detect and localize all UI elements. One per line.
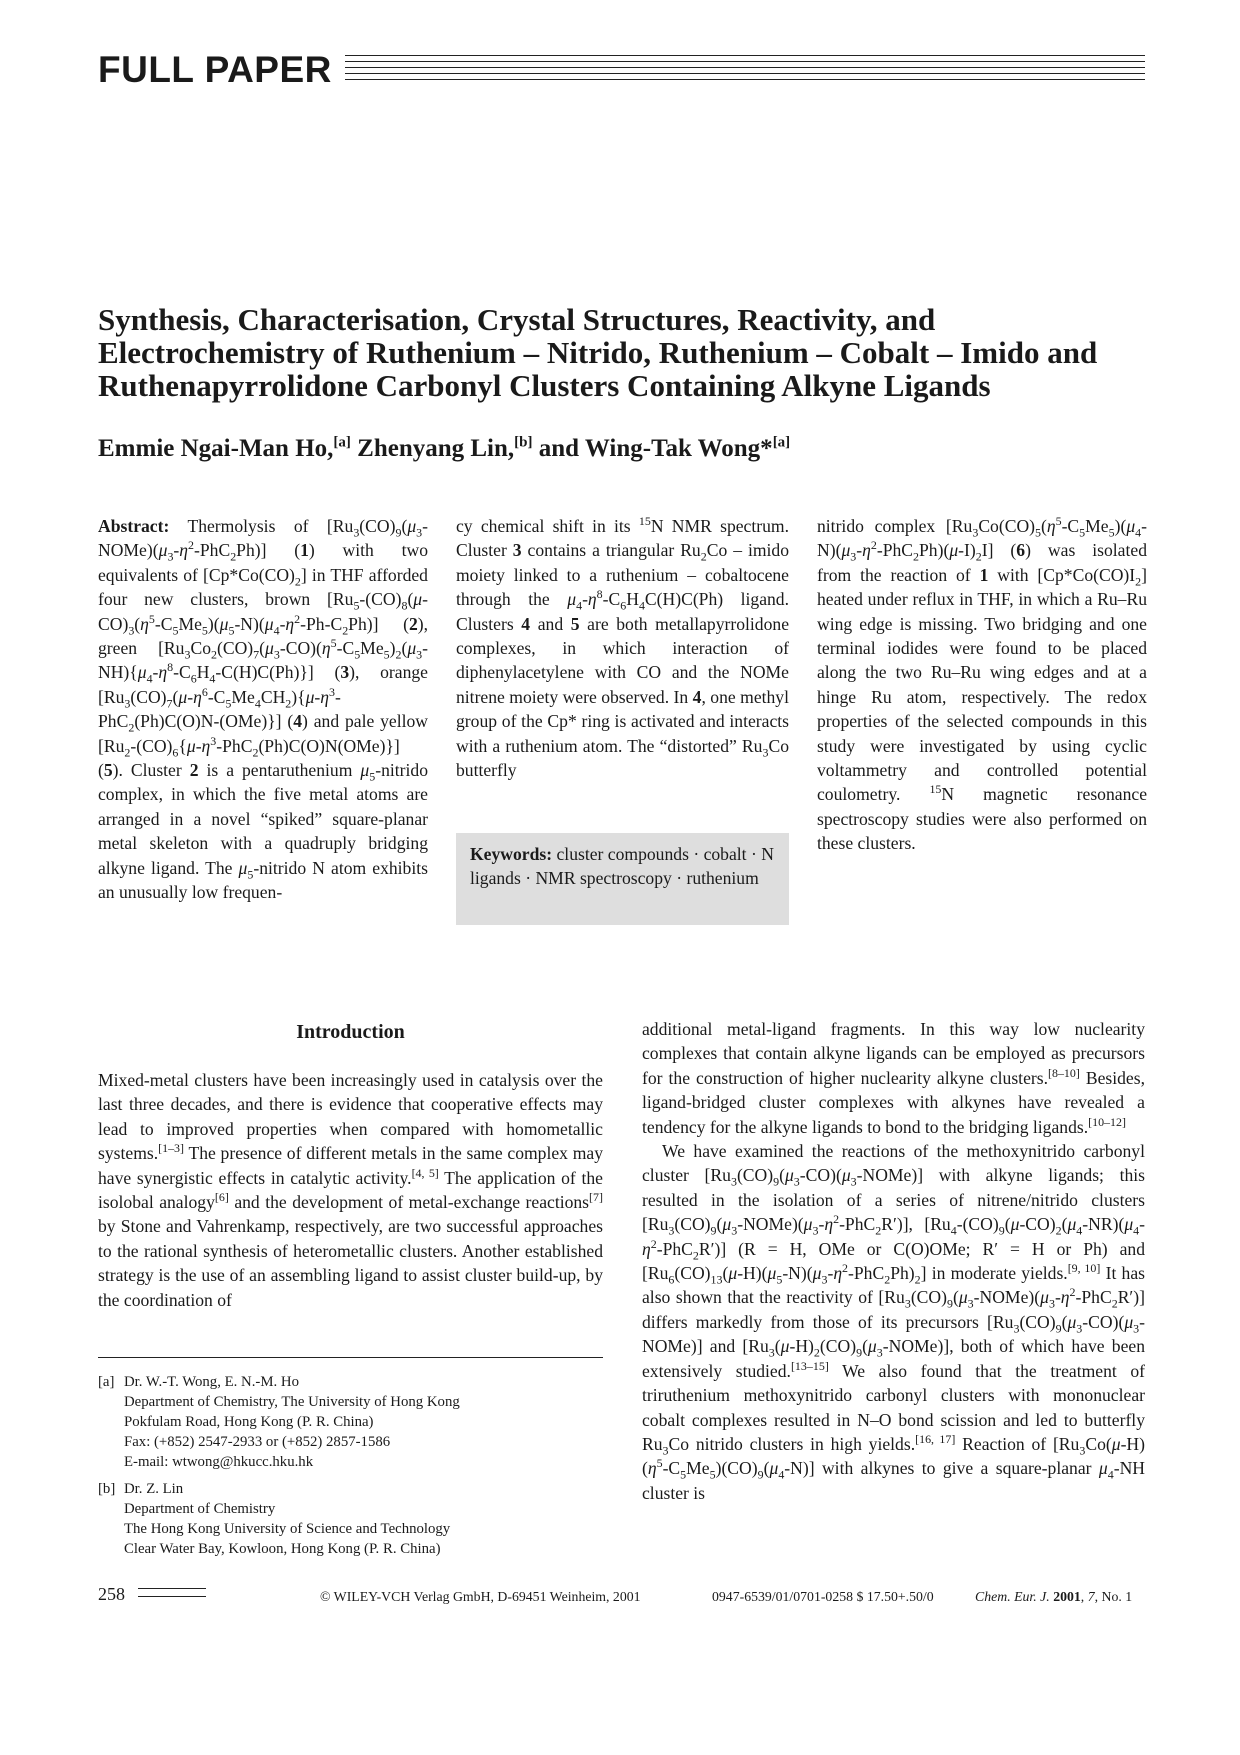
keywords-box [456,833,789,925]
author-name: Zhenyang Lin, [357,435,515,462]
abstract-text-3: nitrido complex $[Ru_3Co(CO)_5(\eta^5-C_5Me_5)(\mu_4-N)(\mu_3-\eta^2-PhC_2Ph)(\mu-I)_2I]$ (6) was isolated from the reaction of 1 with $[Cp*Co(CO)I_2]$ heated under reflux in THF, in which a Ru–Ru wing edge is missing. Two bridging and one terminal iodides were found to be placed along the two Ru–Ru wing edges and at a hinge Ru atom, respectively. The redox properties of the selected compounds in this study were investigated by using cyclic voltammetry and controlled potential coulometry. $^{15}$N magnetic resonance spectroscopy studies were also performed on these clusters. [817,514,1147,854]
introduction-paragraph: Mixed-metal clusters have been increasingly used in catalysis over the last three decades, and there is evidence that cooperative effects may lead to improved properties when compared with homometallic systems.[1–3] The presence of different metals in the same complex may have synergistic effects in catalytic activity.[4, 5] The application of the isolobal analogy[6] and the development of metal-exchange reactions[7] by Stone and Vahrenkamp, respectively, are two successful approaches to the rational synthesis of heterometallic clusters. Another established strategy is the use of an assembling ligand to assist cluster build-up, by the coordination of [98,1070,603,1310]
page-number-rule [138,1596,206,1597]
keywords-label: Keywords: [470,844,553,864]
abstract-column-3 [817,514,1147,856]
footnote-a [98,1372,603,1472]
introduction-column-left [98,1068,603,1312]
introduction-paragraph: We have examined the reactions of the methoxynitrido carbonyl cluster $[Ru_3(CO)_9(\mu_3-CO)(\mu_3-NOMe)]$ with alkyne ligands; this resulted in the isolation of a series of nitrene/nitrido clusters $[Ru_3(CO)_9(\mu_3-NOMe)(\mu_3-\eta^2-PhC_2R')]$, $[Ru_4-(CO)_9(\mu-CO)_2(\mu_4-NR)(\mu_4-\eta^2-PhC_2R')] (R = H$, OMe or C(O)OMe; R′ = H or Ph) and $[Ru_6(CO)_{13}(\mu-H)(\mu_5-N)(\mu_3-\eta^2-PhC_2Ph)_2]$ in moderate yields.[9, 10] It has also shown that the reactivity of $[Ru_3(CO)_9(\mu_3-NOMe)(\mu_3-\eta^2-PhC_2R')]$ differs markedly from those of its precursors $[Ru_3(CO)_9(\mu_3-CO)(\mu_3-NOMe)]$ and $[Ru_3(\mu-H)_2(CO)_9(\mu_3-NOMe)]$, both of which have been extensively studied.[13–15] We also found that the treatment of triruthenium methoxynitrido carbonyl clusters with mononuclear cobalt complexes resulted in N–O bond scission and led to butterfly $Ru_3Co$ nitrido clusters in high yields.[16, 17] Reaction of $[Ru_3Co(\mu-H)(\eta^5-C_5Me_5)(CO)_9(\mu_4-N)]$ with alkynes to give a square-planar $\mu_4-NH$ cluster is [642,1141,1146,1503]
journal-volume: 7 [1087,1589,1095,1604]
journal-name: Chem. Eur. J. [975,1589,1050,1604]
introduction-paragraph: additional metal-ligand fragments. In this way low nuclearity complexes that contain alkyne ligands can be employed as precursors for the construction of higher nuclearity alkyne clusters.[8–10] Besides, ligand-bridged cluster complexes with alkynes have revealed a tendency for the alkyne ligands to bond to the bridging ligands.[10–12] [642,1019,1145,1137]
footnote-line: Clear Water Bay, Kowloon, Hong Kong (P. R. China) [124,1541,441,1557]
affiliation-mark: [a] [333,434,351,451]
author-name: Emmie Ngai-Man Ho, [98,435,334,462]
introduction-column-right [642,1017,1145,1505]
abstract-text-1: Abstract: Thermolysis of $[Ru_3(CO)_9(\mu_3-NOMe)(\mu_3-\eta^2-PhC_2Ph)]$ (1) with two equivalents of $[Cp*Co(CO)_2]$ in THF afforded four new clusters, brown $[Ru_5-(CO)_8(\mu-CO)_3(\eta^5-C_5Me_5)(\mu_5-N)(\mu_4-\eta^2-Ph-C_2Ph)]$ (2), green $[Ru_3Co_2(CO)_7(\mu_3-CO)(\eta^5-C_5Me_5)_2(\mu_3-NH)\{\mu_4-\eta^8-C_6H_4-C(H)C(Ph)\}]$ (3), orange $[Ru_3(CO)_7(\mu-\eta^6-C_5Me_4CH_2)\{\mu-\eta^3-PhC_2(Ph)C(O)N-(OMe)\}]$ (4) and pale yellow $[Ru_2-(CO)_6\{\mu-\eta^3-PhC_2(Ph)C(O)N(OMe)\}]$ (5). Cluster 2 is a pentaruthenium $\mu_5$-nitrido complex, in which the five metal atoms are arranged in a novel “spiked” square-planar metal skeleton with a quadruply bridging alkyne ligand. The $\mu_5$-nitrido N atom exhibits an unusually low frequen- [98,516,428,903]
abstract-column-2 [456,514,789,782]
journal-issue: No. 1 [1101,1589,1133,1604]
footnote-line: Fax: (+852) 2547-2933 or (+852) 2857-1586 [124,1434,391,1450]
affiliation-mark: [a] [772,434,791,451]
introduction-heading: Introduction [296,1021,405,1043]
page-number-rule [138,1588,206,1589]
footnote-label: [a] [98,1374,115,1390]
abstract-label: Abstract: [98,516,170,536]
footnote-line: Pokfulam Road, Hong Kong (P. R. China) [124,1414,374,1430]
footnote-line: Department of Chemistry, The University of Hong Kong [124,1394,460,1410]
keywords-text: cluster compounds · cobalt · N ligands · NMR spectroscopy · ruthenium [470,844,774,889]
author-list [98,434,790,464]
article-code: 0947-6539/01/0701-0258 $ 17.50+.50/0 [712,1589,934,1604]
footnote-rule [98,1357,603,1358]
abstract-column-1 [98,514,428,905]
title-line-3: Ruthenapyrrolidone Carbonyl Clusters Containing Alkyne Ligands [98,368,991,403]
publisher-line: © WILEY-VCH Verlag GmbH, D-69451 Weinheim, 2001 [320,1589,641,1604]
header-rules [345,55,1145,83]
author-name: and Wing-Tak Wong* [538,435,773,462]
footnote-b [98,1479,603,1559]
footnote-line: E-mail: wtwong@hkucc.hku.hk [124,1454,314,1470]
title-line-1: Synthesis, Characterisation, Crystal Structures, Reactivity, and [98,302,936,337]
page-number: 258 [98,1584,125,1604]
journal-year: 2001 [1053,1589,1081,1604]
article-title [98,303,1138,402]
section-label: FULL PAPER [98,49,332,90]
journal-citation: Chem. Eur. J. 2001, 7, No. 1 [975,1589,1133,1604]
title-line-2: Electrochemistry of Ruthenium – Nitrido, Ruthenium – Cobalt – Imido and [98,335,1098,370]
abstract-text-2: cy chemical shift in its $^{15}$N NMR spectrum. Cluster 3 contains a triangular $Ru_2Co$ – imido moiety linked to a ruthenium – cobaltocene through the $\mu_4-\eta^8-C_6H_4C(H)C(Ph)$ ligand. Clusters 4 and 5 are both metallapyrrolidone complexes, in which interaction of diphenylacetylene with CO and the NOMe nitrene moiety were observed. In 4, one methyl group of the Cp* ring is activated and interacts with a ruthenium atom. The “distorted” $Ru_3Co$ butterfly [456,514,789,781]
footnote-line: The Hong Kong University of Science and Technology [124,1521,451,1537]
footnote-label: [b] [98,1481,116,1497]
footnote-line: Department of Chemistry [124,1501,276,1517]
footnote-line: Dr. Z. Lin [124,1481,184,1497]
affiliation-mark: [b] [514,434,533,451]
footnote-line: Dr. W.-T. Wong, E. N.-M. Ho [124,1374,299,1390]
